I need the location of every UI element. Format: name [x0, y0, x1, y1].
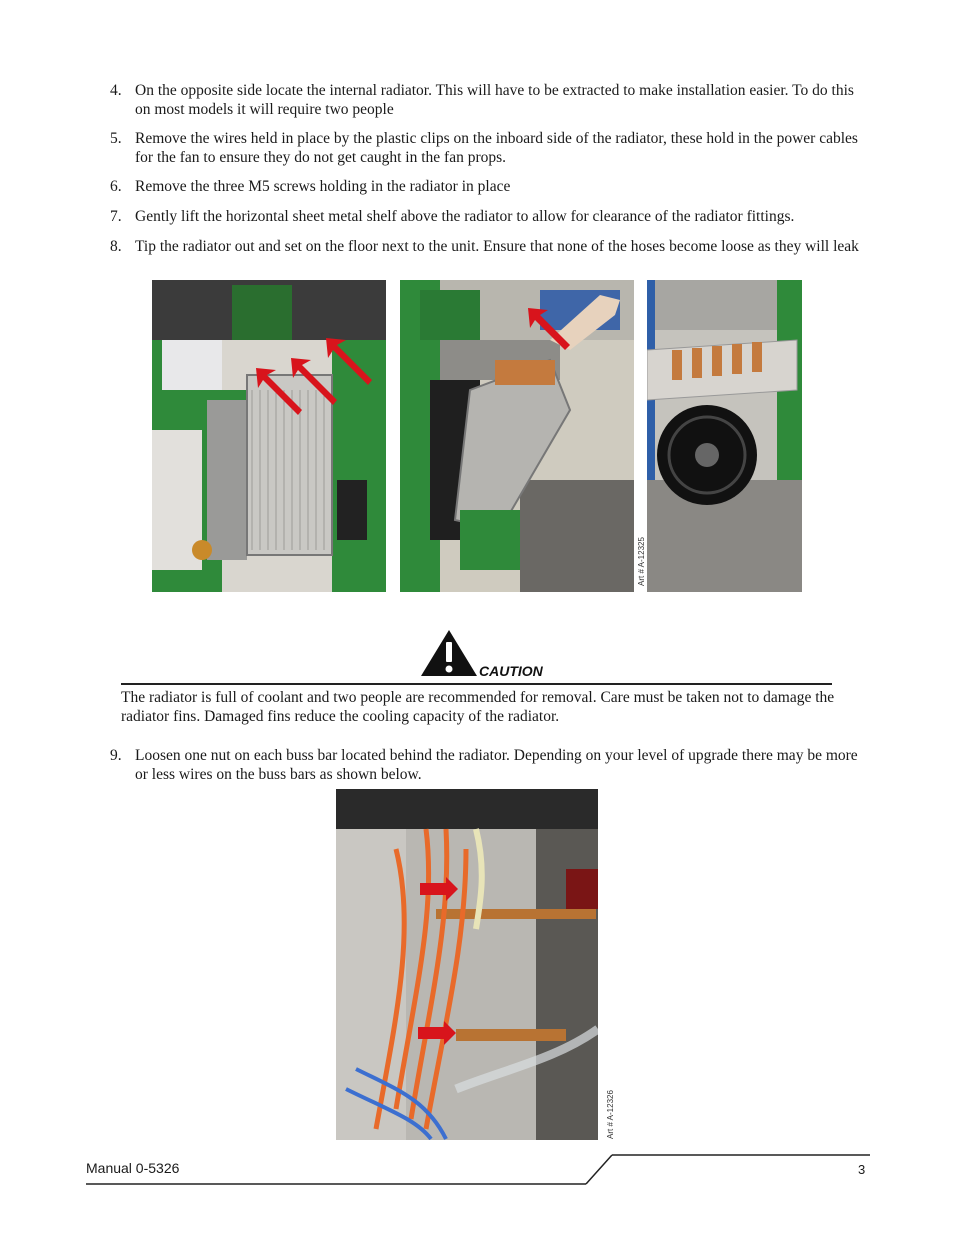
- warning-triangle-icon: [419, 628, 479, 678]
- step-text: Loosen one nut on each buss bar located behind the radiator. Depending on your level of upgrade there may be more or less wires on the buss bars as shown below.: [135, 747, 858, 783]
- step-number: 5.: [110, 130, 122, 147]
- step-7: [110, 208, 870, 227]
- step-text: Remove the three M5 screws holding in the radiator in place: [135, 178, 511, 195]
- caution-label: CAUTION: [479, 663, 543, 679]
- step-9: [110, 747, 870, 784]
- footer-page-number: 3: [858, 1162, 866, 1177]
- step-6: [110, 178, 870, 197]
- art-number-a12325: Art # A-12325: [637, 537, 646, 586]
- step-number: 4.: [110, 82, 122, 99]
- step-text: Tip the radiator out and set on the floor next to the unit. Ensure that none of the hoses become loose as they will leak: [135, 238, 859, 255]
- step-4: [110, 82, 870, 119]
- footer-manual-number: Manual 0-5326: [86, 1160, 180, 1176]
- caution-text: The radiator is full of coolant and two people are recommended for removal. Care must be taken not to damage the radiator fins. Damaged fins reduce the cooling capacity of the radiator.: [121, 689, 835, 725]
- step-text: Gently lift the horizontal sheet metal shelf above the radiator to allow for clearance of the radiator fittings.: [135, 208, 795, 225]
- caution-divider: [121, 683, 832, 685]
- step-number: 8.: [110, 238, 122, 255]
- art-number-a12326: Art # A-12326: [606, 1090, 615, 1139]
- step-text: On the opposite side locate the internal radiator. This will have to be extracted to make installation easier. To do this on most models it will require two people: [135, 82, 854, 118]
- footer-rule: [86, 1153, 870, 1187]
- buss-bar-photo: [336, 789, 598, 1140]
- step-5: [110, 130, 870, 167]
- step-text: Remove the wires held in place by the plastic clips on the inboard side of the radiator, these hold in the power cables for the fan to ensure they do not get caught in the fan props.: [135, 130, 858, 166]
- step-number: 9.: [110, 747, 122, 764]
- radiator-photo-middle: [400, 280, 634, 592]
- step-number: 6.: [110, 178, 122, 195]
- radiator-photo-right: [647, 280, 802, 592]
- radiator-photo-left: [152, 280, 386, 592]
- step-number: 7.: [110, 208, 122, 225]
- step-8: [110, 238, 870, 257]
